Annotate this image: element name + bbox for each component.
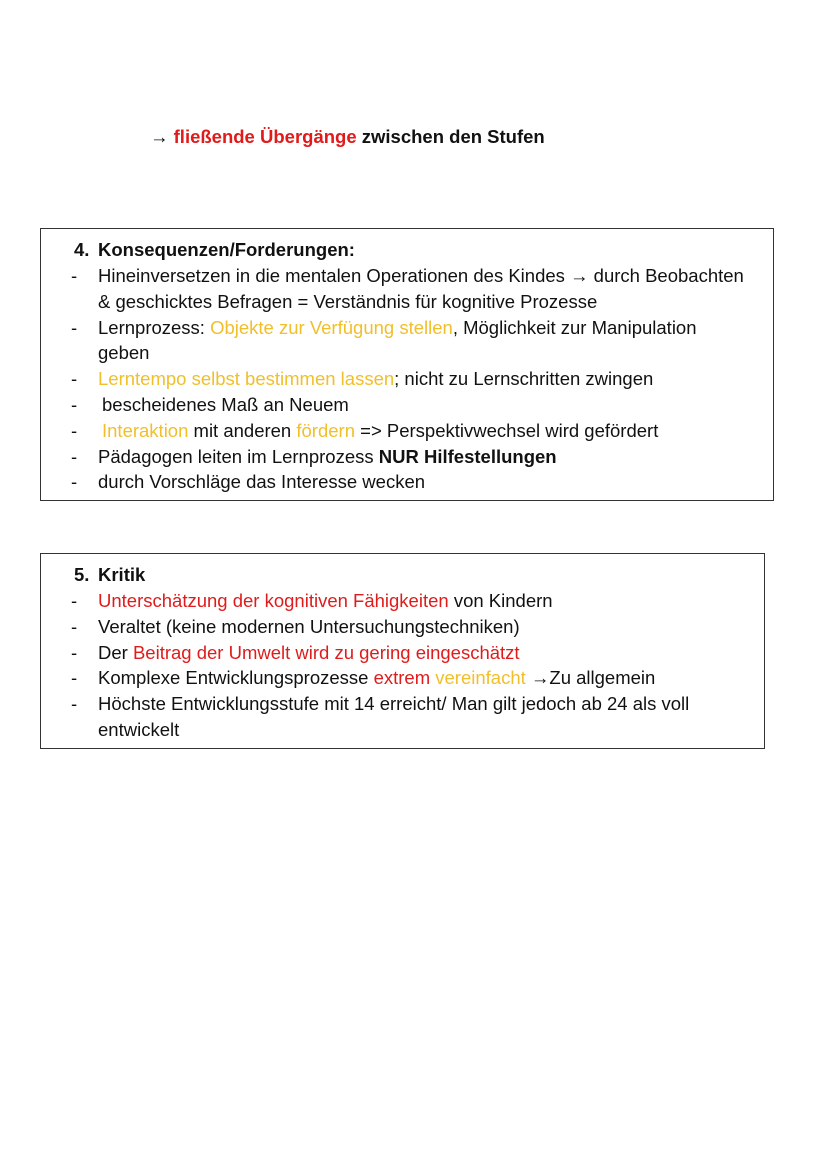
item-text: Der: [98, 641, 133, 663]
item-highlight-red: Beitrag der Umwelt wird zu gering eingeschätzt: [132, 641, 520, 663]
list-item: [41, 315, 773, 367]
list-dash: -: [71, 419, 78, 441]
item-text: Hineinversetzen in die mentalen Operationen des Kindes → durch Beobachten & geschicktes Befragen = Verständnis für kognitive Prozesse: [98, 265, 744, 312]
item-highlight-yellow: Interaktion: [102, 419, 189, 441]
headline-transitions: [150, 126, 545, 148]
item-text: →Zu allgemein: [525, 667, 656, 689]
list-dash: -: [71, 693, 78, 715]
item-text: ; nicht zu Lernschritten zwingen: [394, 368, 654, 390]
headline-highlight: fließende Übergänge: [173, 126, 357, 147]
list-dash: -: [71, 265, 78, 286]
list-dash: -: [71, 590, 78, 611]
section-title-text: Kritik: [98, 564, 146, 585]
section-consequences-title: [74, 239, 355, 261]
item-text: von Kindern: [448, 590, 553, 611]
list-item: [41, 588, 764, 614]
list-item: [41, 665, 764, 691]
list-item: [41, 263, 773, 315]
list-dash: -: [71, 368, 78, 390]
list-item: [41, 691, 764, 743]
item-text: Pädagogen leiten im Lernprozess: [98, 445, 379, 467]
list-item: [41, 469, 773, 495]
item-highlight-yellow: Lerntempo selbst bestimmen lassen: [98, 368, 395, 390]
headline-rest: zwischen den Stufen: [356, 126, 545, 147]
item-highlight-red: Unterschätzung der kognitiven Fähigkeiten: [98, 590, 449, 611]
section-critique-title: [74, 564, 145, 586]
item-text: Lernprozess:: [98, 316, 211, 338]
list-item: [41, 418, 773, 444]
item-highlight-yellow: fördern: [296, 419, 355, 441]
section-number: 4.: [74, 239, 90, 260]
item-text: Veraltet (keine modernen Untersuchungstechniken): [98, 615, 520, 637]
item-highlight-yellow: Objekte zur Verfügung stellen: [210, 316, 453, 338]
list-dash: -: [71, 615, 78, 637]
section-critique-box: [40, 553, 765, 749]
item-highlight-red: extrem: [373, 667, 431, 689]
item-text: Komplexe Entwicklungsprozesse: [98, 667, 374, 689]
section-number: 5.: [74, 564, 90, 585]
consequences-list: [41, 263, 773, 495]
item-text: mit anderen: [188, 419, 297, 441]
list-dash: -: [71, 445, 78, 467]
list-dash: -: [71, 641, 78, 663]
list-dash: -: [71, 393, 78, 415]
list-dash: -: [71, 471, 78, 493]
list-item: [41, 614, 764, 640]
section-title-text: Konsequenzen/Forderungen:: [98, 239, 355, 260]
item-highlight-yellow: vereinfacht: [435, 667, 526, 689]
item-text: bescheidenes Maß an Neuem: [102, 393, 349, 415]
list-item: [41, 366, 773, 392]
headline-arrow: →: [150, 126, 174, 147]
list-item: [41, 392, 773, 418]
critique-list: [41, 588, 764, 743]
list-item: [41, 640, 764, 666]
section-consequences-box: [40, 228, 774, 501]
item-text: , Möglichkeit zur Manipulation geben: [98, 316, 697, 364]
list-dash: -: [71, 667, 78, 689]
item-bold: NUR Hilfestellungen: [378, 445, 557, 467]
list-item: [41, 444, 773, 470]
list-dash: -: [71, 316, 78, 338]
item-text: durch Vorschläge das Interesse wecken: [98, 471, 426, 493]
item-text: Höchste Entwicklungsstufe mit 14 erreicht/ Man gilt jedoch ab 24 als voll entwickelt: [98, 693, 690, 740]
item-text: => Perspektivwechsel wird gefördert: [355, 419, 659, 441]
